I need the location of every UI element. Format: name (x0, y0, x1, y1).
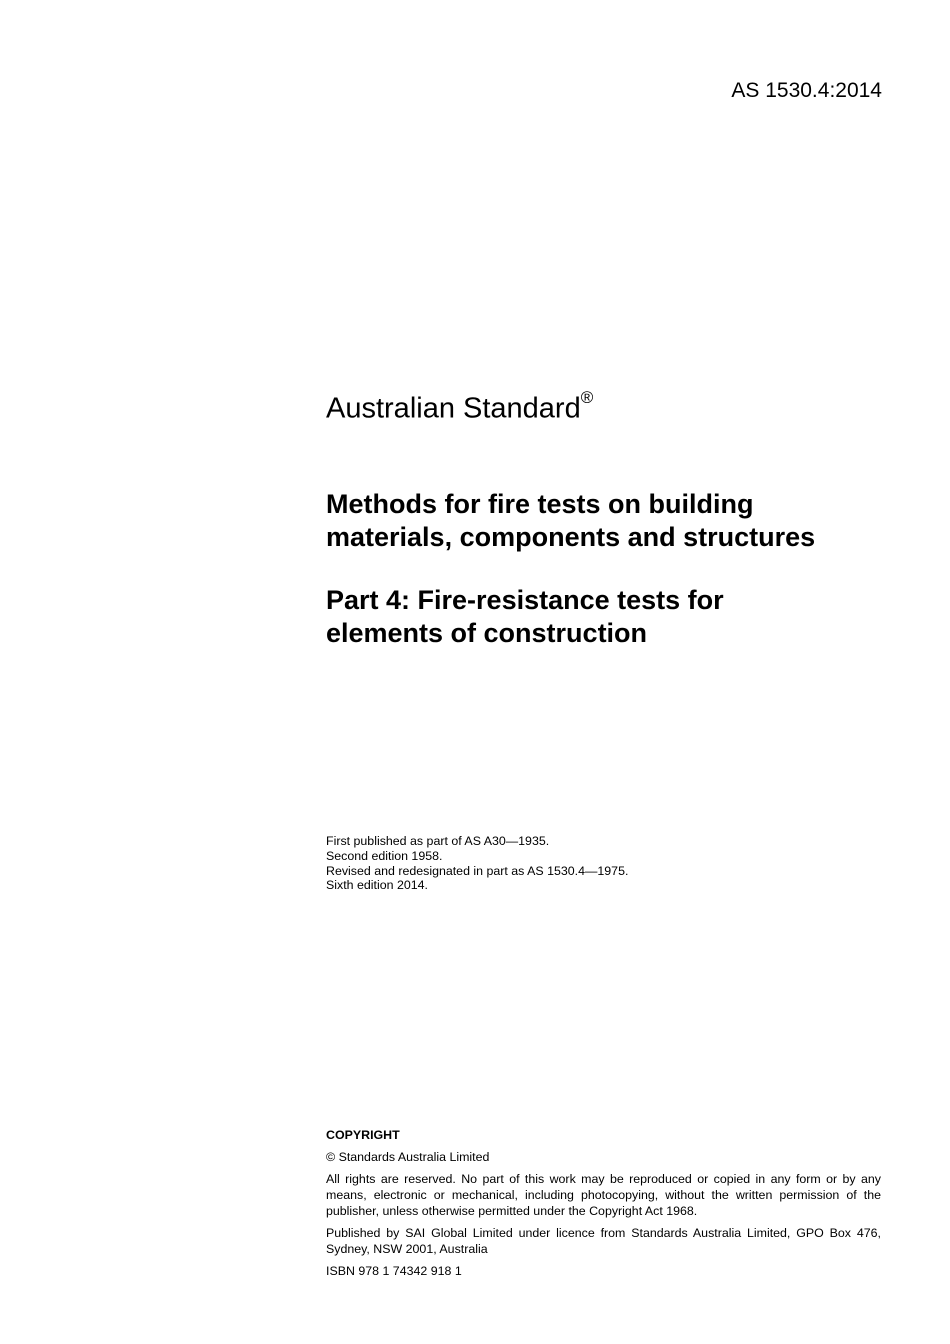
copyright-heading: COPYRIGHT (326, 1128, 400, 1142)
copyright-publisher: Published by SAI Global Limited under licence from Standards Australia Limited, GPO Box 476, Sydney, NSW 2001, Australia (326, 1226, 881, 1256)
title-line-1: Methods for fire tests on building (326, 489, 754, 519)
registered-mark: ® (580, 388, 594, 407)
standard-heading (326, 384, 886, 427)
standard-designation: AS 1530.4:2014 (731, 79, 882, 102)
copyright-owner: © Standards Australia Limited (326, 1150, 490, 1164)
document-subtitle (326, 584, 886, 650)
history-line: First published as part of AS A30—1935. (326, 834, 550, 848)
document-title (326, 488, 886, 554)
title-line-2: materials, components and structures (326, 522, 816, 552)
history-line: Sixth edition 2014. (326, 878, 428, 893)
history-line: Revised and redesignated in part as AS 1530.4—1975. (326, 863, 629, 878)
isbn: ISBN 978 1 74342 918 1 (326, 1264, 462, 1278)
subtitle-line-1: Part 4: Fire-resistance tests for (326, 585, 724, 615)
copyright-rights: All rights are reserved. No part of this work may be reproduced or copied in any form or by any means, electronic or mechanical, including photocopying, without the written permission of the publisher, unless otherwise permitted under the Copyright Act 1968. (326, 1172, 881, 1218)
copyright-block (326, 1127, 881, 1285)
standard-heading-text: Australian Standard (326, 392, 581, 425)
publication-history (326, 834, 886, 893)
history-line: Second edition 1958. (326, 848, 443, 863)
subtitle-line-2: elements of construction (326, 618, 648, 648)
